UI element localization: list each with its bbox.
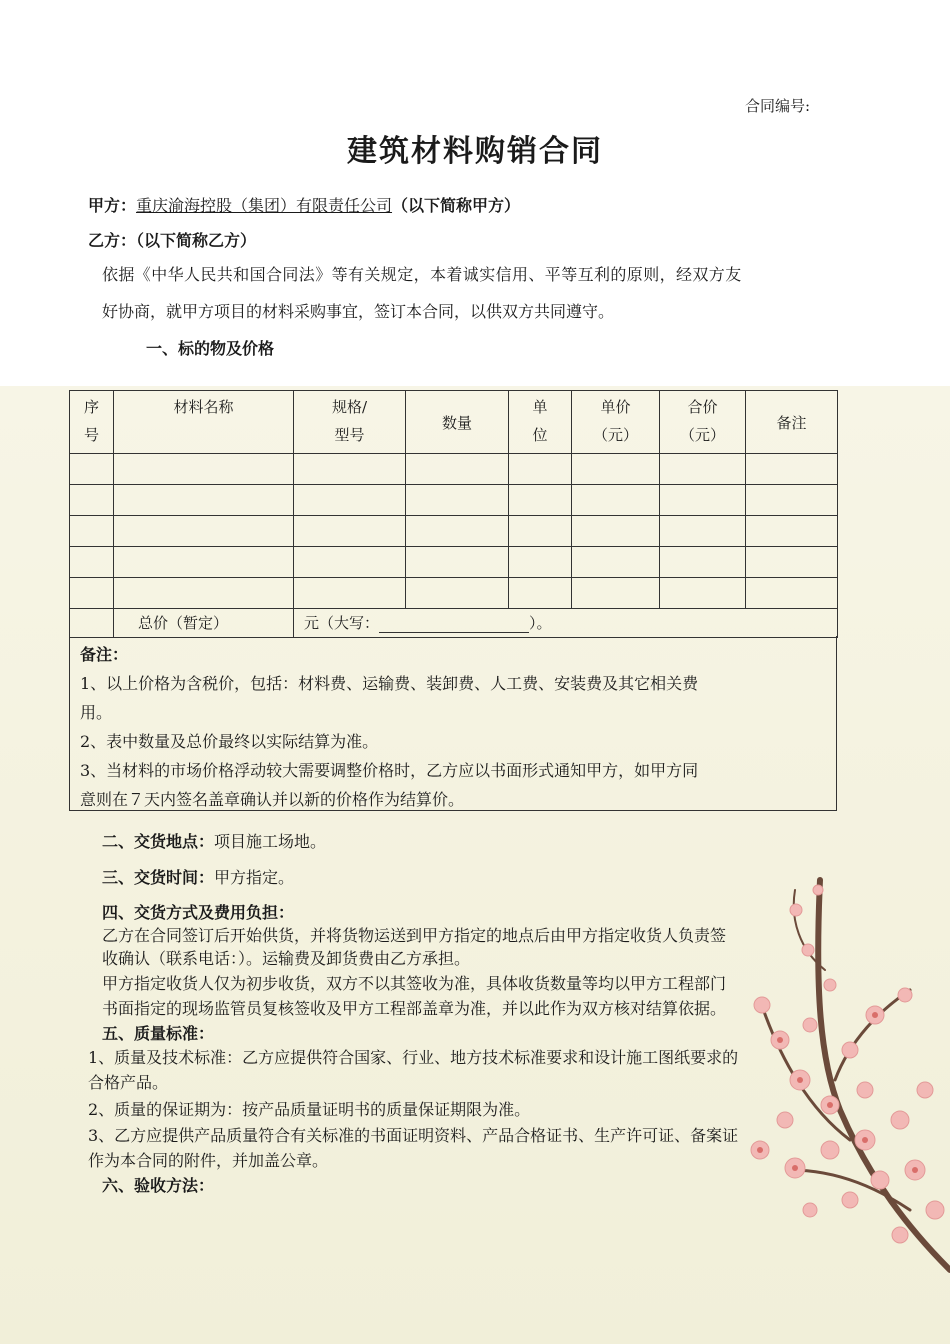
- blossom-petals: [751, 885, 944, 1243]
- materials-table: [69, 390, 838, 638]
- note-item-1: 1、以上价格为含税价，包括：材料费、运输费、装卸费、人工费、安装费及其它相关费: [80, 674, 699, 693]
- header-seq: 序 号: [70, 391, 114, 454]
- header-qty: 数量: [406, 391, 509, 454]
- party-a-name: 重庆渝海控股（集团）有限责任公司: [136, 196, 393, 215]
- section-4-line-4: 书面指定的现场监管员复核签收及甲方工程部盖章为准，并以此作为双方核对结算依据。: [102, 999, 727, 1018]
- section-3-text: 甲方指定。: [214, 868, 295, 887]
- header-remark: 备注: [746, 391, 838, 454]
- table-row: [70, 454, 838, 485]
- contract-number-label: 合同编号:: [744, 97, 810, 115]
- section-2-text: 项目施工场地。: [214, 832, 327, 851]
- note-item-3: 3、当材料的市场价格浮动较大需要调整价格时，乙方应以书面形式通知甲方，如甲方同: [80, 761, 699, 780]
- table-row: [70, 578, 838, 609]
- section-4-label: 四、交货方式及费用负担：: [102, 903, 295, 922]
- intro-line-1: 依据《中华人民共和国合同法》等有关规定，本着诚实信用、平等互利的原则，经双方友: [102, 265, 742, 284]
- party-b-line: [88, 230, 256, 252]
- party-a-suffix: （以下简称甲方）: [392, 196, 521, 215]
- table-header-row: [70, 391, 838, 454]
- section-2-label: 二、交货地点：: [102, 832, 215, 851]
- total-value: 元（大写： ）。: [294, 609, 838, 638]
- party-a-line: [88, 195, 520, 217]
- notes-label: 备注：: [80, 645, 129, 664]
- section-5-line-5: 作为本合同的附件，并加盖公章。: [88, 1151, 329, 1170]
- note-item-3-cont: 意则在７天内签名盖章确认并以新的价格作为结算价。: [80, 790, 465, 809]
- party-b-suffix: （以下简称乙方）: [136, 231, 257, 250]
- total-label: 总价（暂定）: [114, 609, 294, 638]
- page-background-top: [0, 0, 950, 386]
- blossom-branch-illustration: [700, 850, 950, 1344]
- document-title: 建筑材料购销合同: [347, 134, 603, 169]
- section-6-label: 六、验收方法：: [102, 1176, 215, 1195]
- table-row: [70, 485, 838, 516]
- party-b-label: 乙方：: [88, 231, 137, 250]
- section-4-line-3: 甲方指定收货人仅为初步收货，双方不以其签收为准，具体收货数量等均以甲方工程部门: [102, 974, 727, 993]
- intro-line-2: 好协商，就甲方项目的材料采购事宜，签订本合同，以供双方共同遵守。: [102, 302, 615, 321]
- section-5-line-4: 3、乙方应提供产品质量符合有关标准的书面证明资料、产品合格证书、生产许可证、备案证: [88, 1126, 739, 1145]
- header-unit: 单 位: [509, 391, 572, 454]
- party-a-label: 甲方：: [88, 196, 137, 215]
- section-4-line-1: 乙方在合同签订后开始供货，并将货物运送到甲方指定的地点后由甲方指定收货人负责签: [102, 926, 727, 945]
- total-amount-blank: [379, 616, 529, 633]
- note-item-2: 2、表中数量及总价最终以实际结算为准。: [80, 732, 379, 751]
- note-item-1-cont: 用。: [80, 703, 113, 722]
- section-5-line-1: 1、质量及技术标准：乙方应提供符合国家、行业、地方技术标准要求和设计施工图纸要求的: [88, 1048, 739, 1067]
- section-3-label: 三、交货时间：: [102, 868, 215, 887]
- notes-box: [69, 636, 837, 811]
- section-5-label: 五、质量标准：: [102, 1024, 215, 1043]
- header-total-price: 合价 （元）: [660, 391, 746, 454]
- section-5-line-2: 合格产品。: [88, 1073, 169, 1092]
- section-2: [102, 830, 326, 853]
- table-row: [70, 516, 838, 547]
- section-1-heading: 一、标的物及价格: [146, 339, 275, 358]
- section-3: [102, 866, 294, 889]
- table-total-row: [70, 609, 838, 638]
- section-4-line-2: 收确认（联系电话：）。运输费及卸货费由乙方承担。: [102, 949, 471, 968]
- section-5-line-3: 2、质量的保证期为：按产品质量证明书的质量保证期限为准。: [88, 1100, 531, 1119]
- header-unit-price: 单价 （元）: [572, 391, 660, 454]
- header-name: 材料名称: [114, 391, 294, 454]
- header-spec: 规格/ 型号: [294, 391, 406, 454]
- table-row: [70, 547, 838, 578]
